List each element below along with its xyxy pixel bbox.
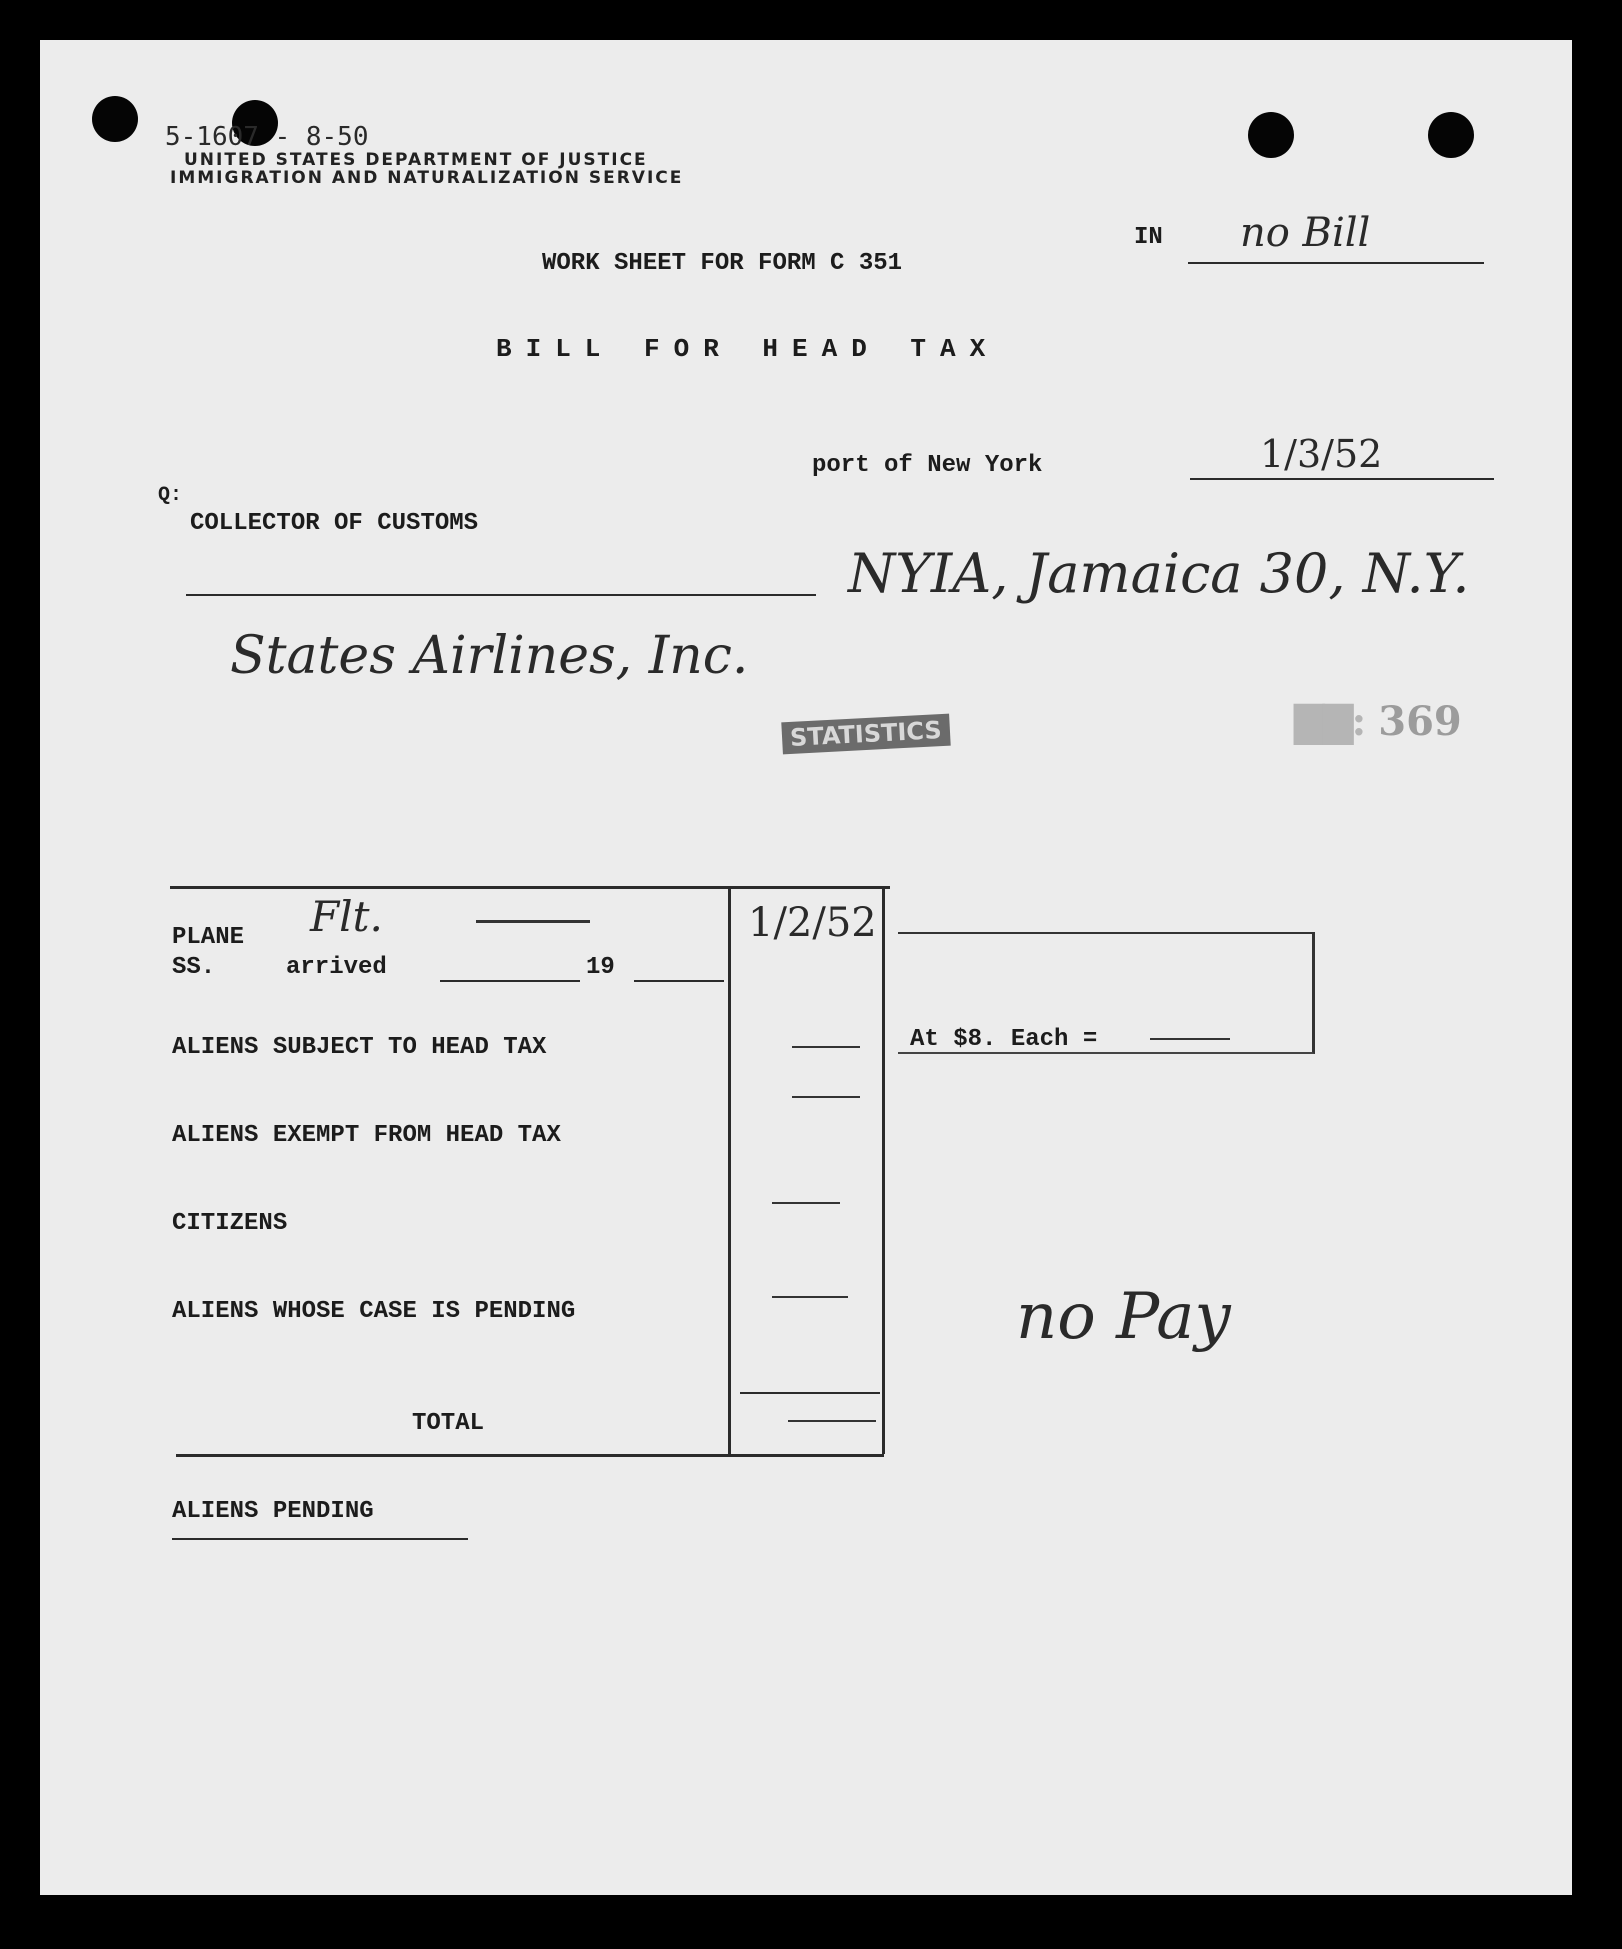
total-rule	[740, 1392, 880, 1394]
punch-hole	[1428, 112, 1474, 158]
table-top-rule	[170, 886, 890, 889]
address-underline	[186, 594, 816, 596]
arrived-label: arrived	[286, 954, 387, 981]
rate-label: At $8. Each =	[910, 1026, 1098, 1053]
address-handwritten: NYIA, Jamaica 30, N.Y.	[848, 542, 1470, 605]
stamp-number-text: 369	[1378, 698, 1462, 745]
carrier-handwritten: States Airlines, Inc.	[230, 626, 749, 686]
date-underline	[1190, 478, 1494, 480]
agency-line-2: IMMIGRATION AND NATURALIZATION SERVICE	[170, 168, 684, 188]
to-label: Q:	[158, 484, 183, 507]
row-label-subject: ALIENS SUBJECT TO HEAD TAX	[172, 1034, 547, 1061]
port-label: port of New York	[812, 452, 1043, 479]
table-divider-right	[882, 886, 885, 1454]
row-label-exempt: ALIENS EXEMPT FROM HEAD TAX	[172, 1122, 561, 1149]
flight-handwritten: Flt.	[310, 892, 383, 941]
in-label: IN	[1134, 224, 1163, 251]
in-underline	[1188, 262, 1484, 264]
stamp-number: ▇▇: 369	[1294, 698, 1462, 745]
row-value-citizens	[772, 1202, 840, 1204]
row-value-subject	[792, 1046, 860, 1048]
table-bottom-rule	[176, 1454, 884, 1457]
arrival-date-handwritten: 1/2/52	[748, 900, 877, 946]
row-label-citizens: CITIZENS	[172, 1210, 288, 1237]
year-underline	[634, 980, 724, 982]
bill-title: BILL FOR HEAD TAX	[496, 334, 1000, 364]
punch-hole	[92, 96, 138, 142]
in-value: no Bill	[1240, 210, 1371, 256]
table-divider-left	[728, 886, 731, 1454]
row-value-subject-underline	[792, 1096, 860, 1098]
year-prefix: 19	[586, 954, 615, 981]
date-value: 1/3/52	[1260, 432, 1383, 476]
form-title: WORK SHEET FOR FORM C 351	[542, 250, 903, 277]
punch-hole	[1248, 112, 1294, 158]
rate-value	[1150, 1038, 1230, 1040]
plane-label: PLANE	[172, 924, 245, 951]
row-label-pending: ALIENS WHOSE CASE IS PENDING	[172, 1298, 576, 1325]
statistics-stamp: STATISTICS	[781, 714, 950, 755]
row-value-pending	[772, 1296, 848, 1298]
no-pay-handwritten: no Pay	[1016, 1280, 1231, 1354]
arrived-underline	[440, 980, 580, 982]
flight-dash	[476, 920, 590, 923]
addressee: COLLECTOR OF CUSTOMS	[190, 510, 479, 537]
aliens-pending-label: ALIENS PENDING	[172, 1498, 374, 1525]
aliens-pending-underline	[172, 1538, 468, 1540]
ss-label: SS.	[172, 954, 216, 981]
document-page	[40, 40, 1572, 1895]
agency-line-1: UNITED STATES DEPARTMENT OF JUSTICE	[184, 150, 648, 170]
total-value	[788, 1420, 876, 1422]
file-number: 5-1607 - 8-50	[165, 122, 369, 152]
total-label: TOTAL	[412, 1410, 485, 1437]
